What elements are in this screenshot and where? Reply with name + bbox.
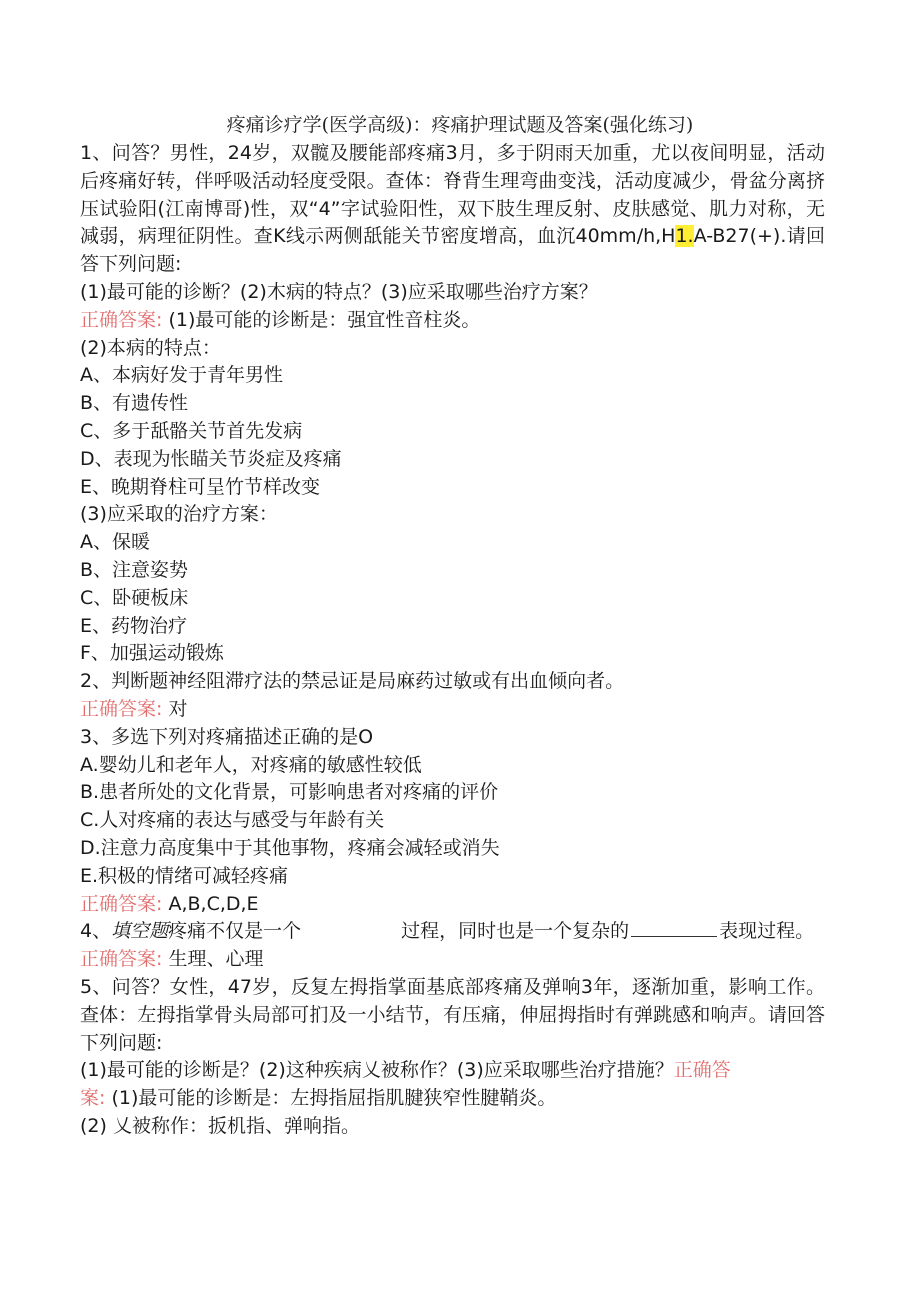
question-4-text xyxy=(80,918,825,946)
question-3-answer xyxy=(80,891,825,919)
treatment-item: A、保暖 xyxy=(80,531,150,554)
option-item: B.患者所处的文化背景，可影响患者对疼痛的评价 xyxy=(80,781,499,804)
question-3-text: 3、多选下列对疼痛描述正确的是O xyxy=(80,725,374,748)
answer-label: 正确答 xyxy=(673,1059,731,1082)
question-4-text-part: 表现过程。 xyxy=(719,920,815,943)
question-5-text: 5、问答？女性，47岁，反复左拇指掌面基底部疼痛及弹响3年，逐渐加重，影响工作。查体：左拇指掌骨头局部可扪及一小结节，有压痛，伸屈拇指时有弹跳感和响声。请回答下列问题: xyxy=(80,975,825,1054)
treatment-item: F、加强运动锻炼 xyxy=(80,642,224,665)
option-item: D.注意力高度集中于其他事物，疼痛会减轻或消失 xyxy=(80,836,500,859)
answer-label: 正确答案: xyxy=(80,948,163,971)
answer-text: (1)最可能的诊断是：左拇指屈指肌腱狭窄性腱鞘炎。 xyxy=(111,1087,557,1110)
feature-item: A、本病好发于青年男性 xyxy=(80,364,283,387)
answer-text: 对 xyxy=(168,697,188,720)
treatment-item: E、药物治疗 xyxy=(80,614,188,637)
question-5-answer-2: (2) 乂被称作：扳机指、弹响指。 xyxy=(80,1114,360,1137)
question-4-answer xyxy=(80,946,825,974)
highlighted-text: 1. xyxy=(675,225,694,248)
document-body xyxy=(80,140,825,1141)
feature-item: D、表现为怅瞄关节炎症及疼痛 xyxy=(80,447,342,470)
question-1-answer xyxy=(80,307,825,335)
answer-text: A,B,C,D,E xyxy=(168,892,259,915)
treatment-item: B、注意姿势 xyxy=(80,558,189,581)
question-1-text-part: 1、问答？男性，24岁，双髋及腰能部疼痛3月，多于阴雨天加重，尤以夜间明显，活动后疼痛好转，伴呼吸活动轻度受限。查体：脊背生理弯曲变浅，活动度减少，骨盆分离挤压试验阳(江南博哥)性，双“4”字试验阳性，双下肢生理反射、皮肤感觉、肌力对称，无减弱，病理征阴性。查K线示两侧舐能关节密度增高，血沉40mm/h,H xyxy=(80,142,825,248)
answer-label: 正确答案: xyxy=(80,892,163,915)
question-5-subquestions xyxy=(80,1057,825,1113)
answer-text: (1)最可能的诊断是：强宜性音柱炎。 xyxy=(168,308,481,331)
question-4-text-part: 疼痛不仅是一个 xyxy=(168,920,302,943)
answer-label: 案: xyxy=(80,1087,106,1110)
answer-label: 正确答案: xyxy=(80,697,163,720)
blank-line xyxy=(631,918,717,937)
question-2-answer xyxy=(80,696,825,724)
question-4-text-part: 过程，同时也是一个复杂的 xyxy=(401,920,630,943)
document-title: 疼痛诊疗学(医学高级)：疼痛护理试题及答案(强化练习) xyxy=(226,114,694,136)
feature-item: E、晚期脊柱可呈竹节样改变 xyxy=(80,475,321,498)
option-item: A.婴幼儿和老年人，对疼痛的敏感性较低 xyxy=(80,753,422,776)
feature-item: B、有遗传性 xyxy=(80,392,189,415)
answer-text: 生理、心理 xyxy=(168,948,264,971)
question-1-text-part: A-B27(+).请回答下列问题: xyxy=(80,225,825,276)
question-1-text xyxy=(80,140,825,279)
question-1-subquestions: (1)最可能的诊断？(2)木病的特点？(3)应采取哪些治疗方案？ xyxy=(80,280,598,303)
treatment-item: C、卧硬板床 xyxy=(80,586,189,609)
subquestions-text: (1)最可能的诊断是？(2)这种疾病乂被称作？(3)应采取哪些治疗措施？ xyxy=(80,1059,674,1082)
feature-item: C、多于舐骼关节首先发病 xyxy=(80,419,303,442)
features-heading: (2)本病的特点： xyxy=(80,336,221,359)
option-item: C.人对疼痛的表达与感受与年龄有关 xyxy=(80,809,385,832)
answer-label: 正确答案: xyxy=(80,308,163,331)
option-item: E.积极的情绪可减轻疼痛 xyxy=(80,864,289,887)
question-type: 填空题 xyxy=(111,920,169,943)
question-2-text: 2、判断题神经阻滞疗法的禁忌证是局麻药过敏或有出血倾向者。 xyxy=(80,670,625,693)
question-number: 4、 xyxy=(80,920,112,943)
treatment-heading: (3)应采取的治疗方案： xyxy=(80,503,278,526)
